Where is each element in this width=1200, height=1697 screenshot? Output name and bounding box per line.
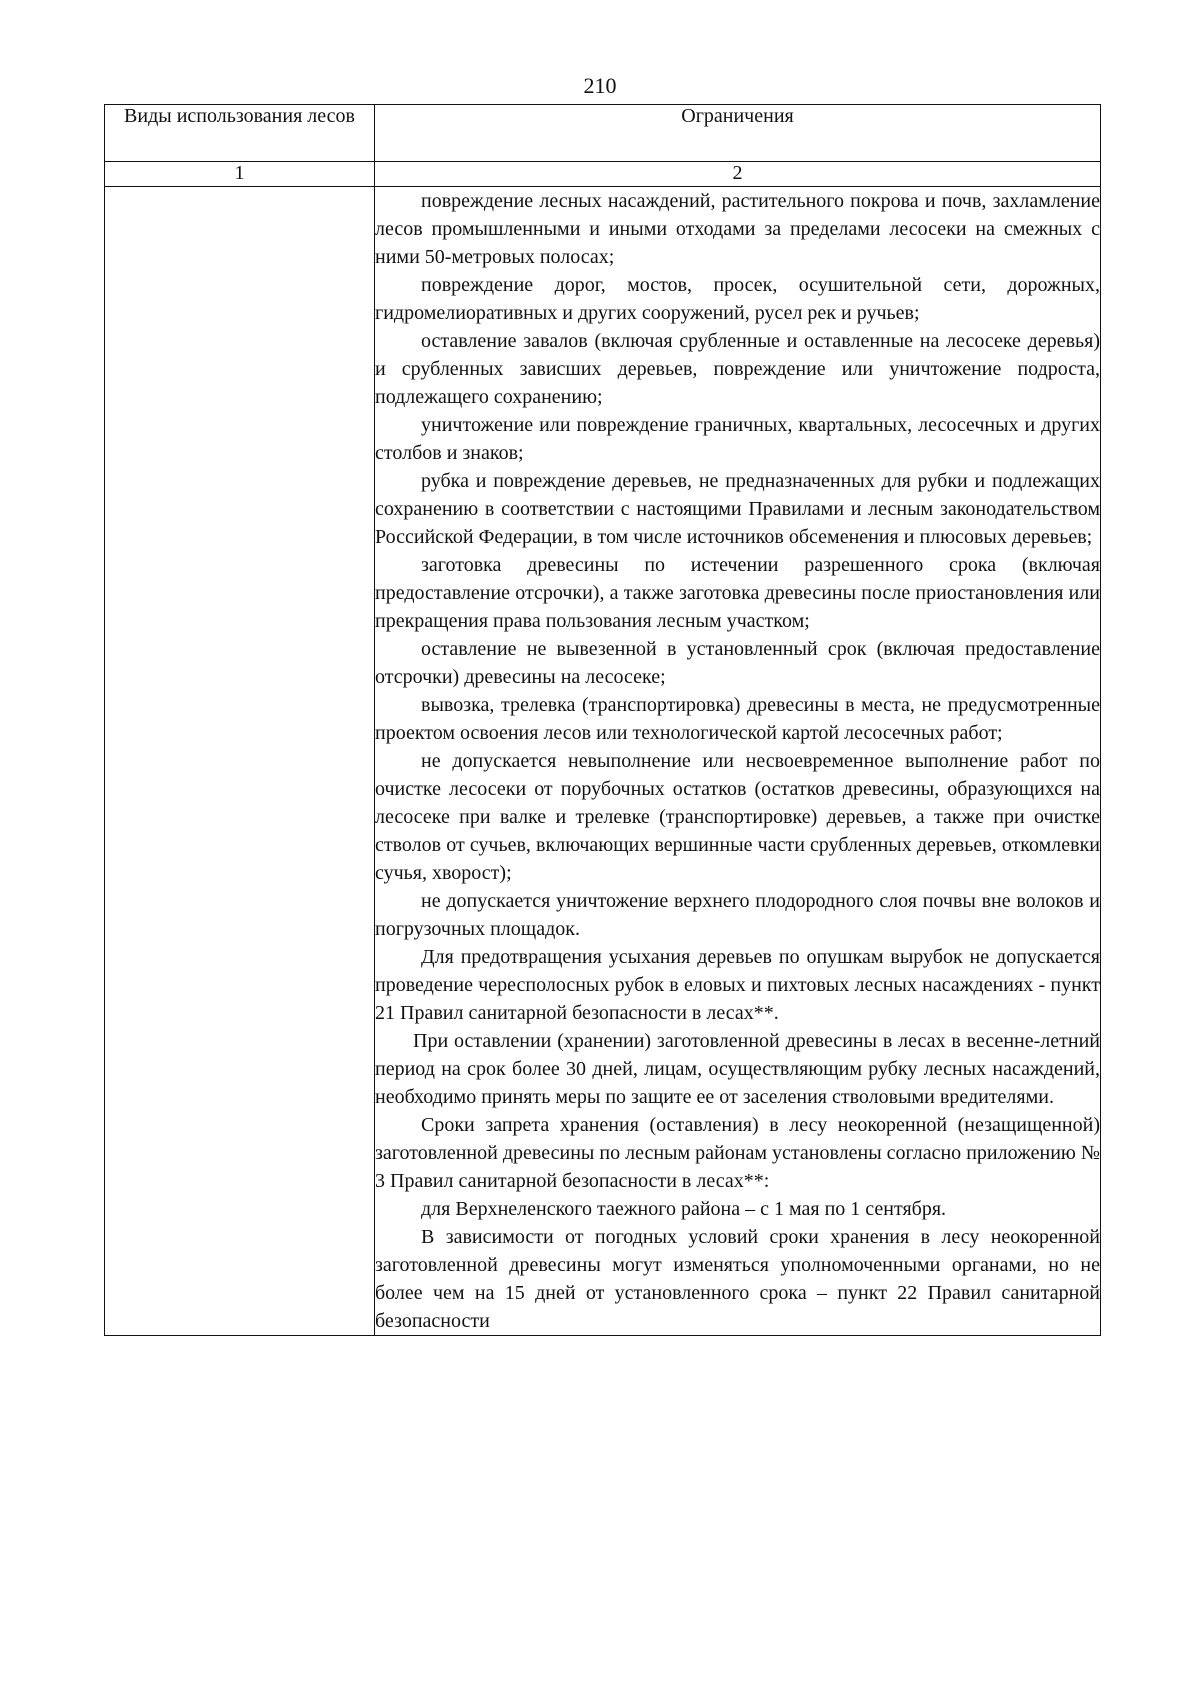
restriction-paragraph: повреждение дорог, мостов, просек, осушительной сети, дорожных, гидромелиоративных и других сооружений, русел рек и ручьев; [375,274,1100,324]
restriction-paragraph: Для предотвращения усыхания деревьев по опушкам вырубок не допускается проведение чересполосных рубок в еловых и пихтовых лесных насаждениях - пункт 21 Правил санитарной безопасности в лесах**. [375,946,1100,1024]
restriction-paragraph: В зависимости от погодных условий сроки хранения в лесу неокоренной заготовленной древесины могут изменяться уполномоченными органами, но не более чем на 15 дней от установленного срока – пункт 22 Правил санитарной безопасности [375,1226,1100,1332]
header-forest-use-types: Виды использования лесов [105,105,375,162]
forest-use-type-cell [105,187,375,1336]
restriction-paragraph: уничтожение или повреждение граничных, квартальных, лесосечных и других столбов и знаков; [375,414,1100,464]
column-number-row [105,162,1101,187]
restriction-paragraph: рубка и повреждение деревьев, не предназначенных для рубки и подлежащих сохранению в соответствии с настоящими Правилами и лесным законодательством Российской Федерации, в том числе источников обсеменения и плюсовых деревьев; [375,470,1100,548]
restriction-paragraph: повреждение лесных насаждений, растительного покрова и почв, захламление лесов промышленными и иными отходами за пределами лесосеки на смежных с ними 50-метровых полосах; [375,190,1100,268]
table-row [105,187,1101,1336]
page-number: 210 [583,73,617,98]
table-header-row [105,105,1101,162]
restrictions-cell [375,187,1101,1336]
column-number-1: 1 [105,162,375,187]
restrictions-table [104,104,1101,1336]
restriction-paragraph: для Верхнеленского таежного района – с 1 мая по 1 сентября. [421,1198,947,1220]
restriction-paragraph: заготовка древесины по истечении разрешенного срока (включая предоставление отсрочки), а также заготовка древесины после приостановления или прекращения права пользования лесным участком; [375,554,1100,632]
restriction-paragraph: оставление завалов (включая срубленные и оставленные на лесосеке деревья) и срубленных зависших деревьев, повреждение или уничтожение подроста, подлежащего сохранению; [375,330,1100,408]
restriction-paragraph: не допускается уничтожение верхнего плодородного слоя почвы вне волоков и погрузочных площадок. [375,890,1100,940]
column-number-2: 2 [375,162,1101,187]
header-restrictions: Ограничения [375,105,1101,162]
restriction-paragraph: При оставлении (хранении) заготовленной древесины в лесах в весенне-летний период на срок более 30 дней, лицам, осуществляющим рубку лесных насаждений, необходимо принять меры по защите ее от заселения стволовыми вредителями. [375,1030,1100,1108]
restriction-paragraph: не допускается невыполнение или несвоевременное выполнение работ по очистке лесосеки от порубочных остатков (остатков древесины, образующихся на лесосеке при валке и трелевке (транспортировке) деревьев, а также при очистке стволов от сучьев, включающих вершинные части срубленных деревьев, откомлевки сучья, хворост); [375,750,1100,884]
restriction-paragraph: Сроки запрета хранения (оставления) в лесу неокоренной (незащищенной) заготовленной древесины по лесным районам установлены согласно приложению № 3 Правил санитарной безопасности в лесах**: [375,1114,1100,1192]
restriction-paragraph: оставление не вывезенной в установленный срок (включая предоставление отсрочки) древесины на лесосеке; [375,638,1100,688]
restriction-paragraph: вывозка, трелевка (транспортировка) древесины в места, не предусмотренные проектом освоения лесов или технологической картой лесосечных работ; [375,694,1100,744]
